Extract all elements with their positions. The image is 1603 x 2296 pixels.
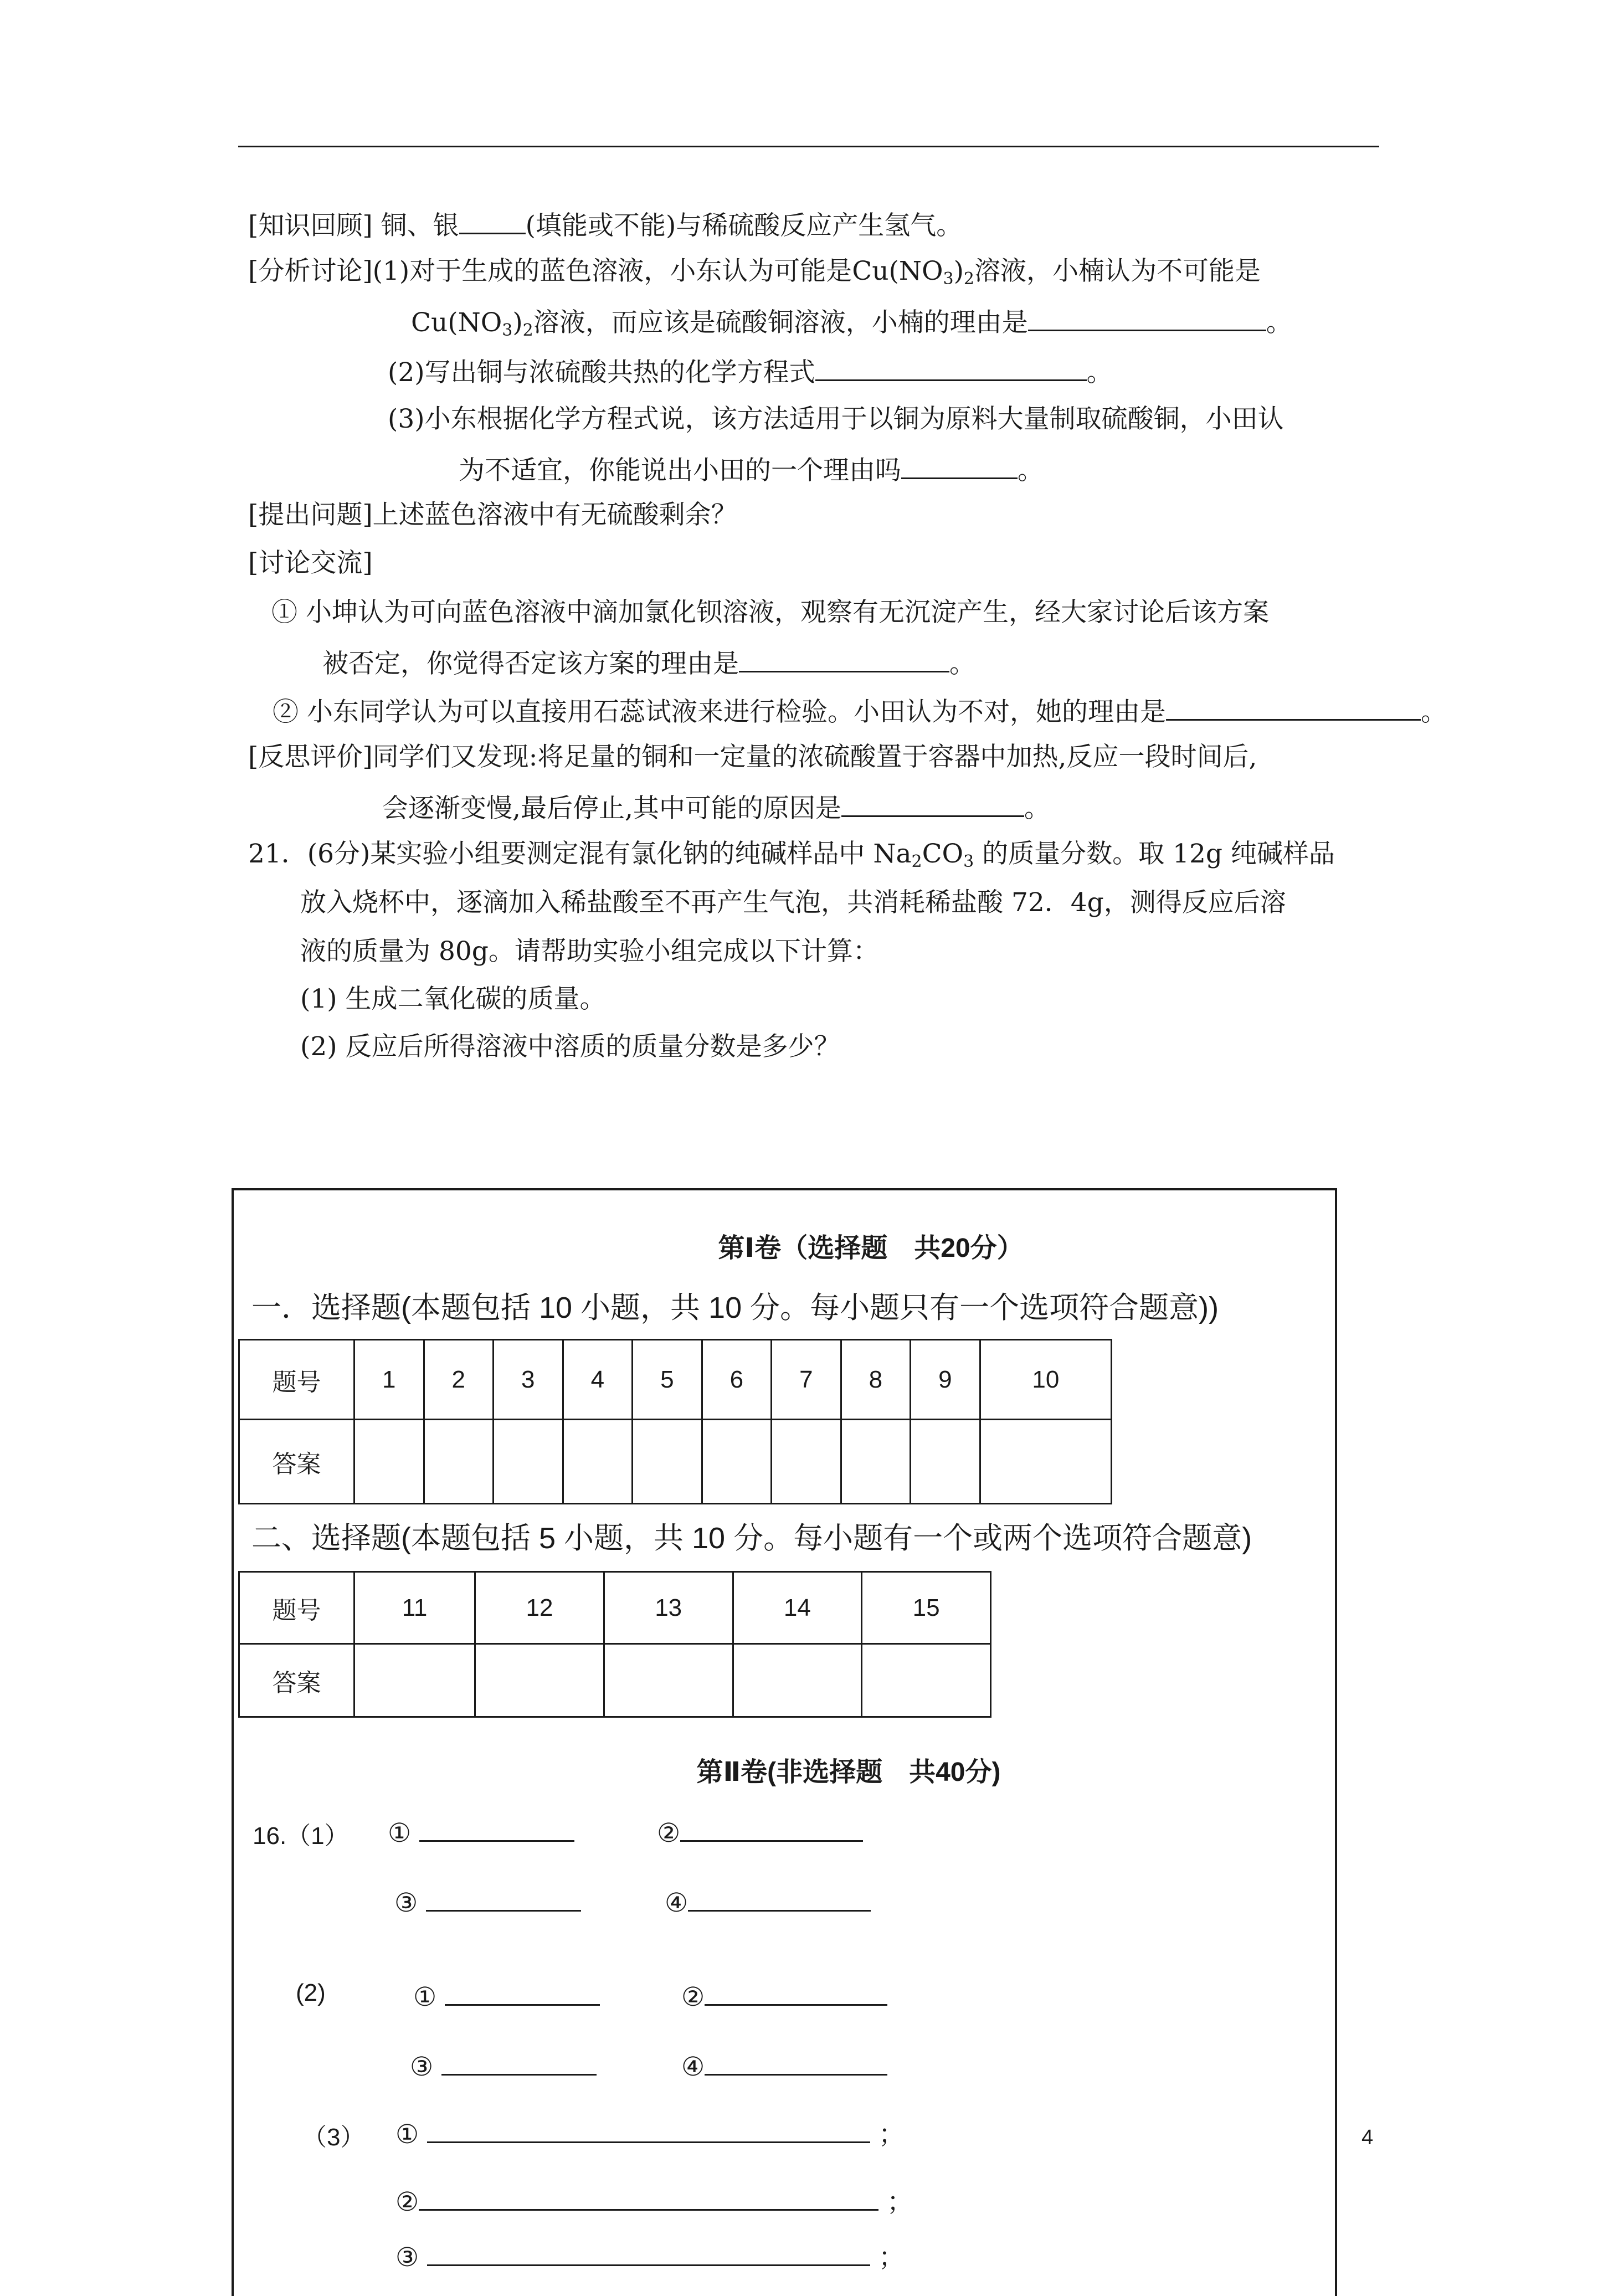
answer-blank[interactable] [688, 1883, 871, 1912]
question-number: 7 [772, 1340, 841, 1420]
row-label: 答案 [239, 1644, 354, 1717]
question-number: 10 [980, 1340, 1111, 1420]
raise-question-line: [提出问题]上述蓝色溶液中有无硫酸剩余？ [248, 500, 737, 530]
answer-cell[interactable] [733, 1644, 862, 1717]
table-2-answer-row [239, 1644, 991, 1717]
reflection-line-1: [反思评价]同学们又发现:将足量的铜和一定量的浓硫酸置于容器中加热,反应一段时间后, [248, 742, 1257, 772]
question-number: 5 [633, 1340, 702, 1420]
answer-blank[interactable] [705, 1977, 887, 2006]
answer-cell[interactable] [772, 1420, 841, 1504]
answer-cell[interactable] [911, 1420, 980, 1504]
answer-cell[interactable] [563, 1420, 633, 1504]
question-number: 8 [841, 1340, 911, 1420]
analysis-line-5: 为不适宜，你能说出小田的一个理由吗 。 [459, 451, 1044, 487]
q16-3-blank-3: ③ ； [395, 2238, 905, 2274]
q16-2-label: (2) [296, 1979, 326, 2006]
section-1-heading: 一．选择题(本题包括 10 小题，共 10 分。每小题只有一个选项符合题意)) [251, 1291, 1219, 1324]
answer-blank[interactable] [419, 1814, 574, 1842]
table-1-answer-row [239, 1420, 1112, 1504]
analysis-line-4: (3)小东根据化学方程式说，该方法适用于以铜为原料大量制取硫酸铜，小田认 [388, 404, 1284, 434]
page-number: 4 [1361, 2126, 1374, 2149]
section-2-heading: 二、选择题(本题包括 5 小题，共 10 分。每小题有一个或两个选项符合题意) [251, 1522, 1252, 1555]
question-number: 13 [604, 1572, 733, 1644]
row-label: 题号 [239, 1572, 354, 1644]
q16-2-blank-4: ④ [681, 2047, 887, 2084]
answer-blank[interactable] [441, 2047, 597, 2076]
question-number: 6 [702, 1340, 772, 1420]
answer-cell[interactable] [633, 1420, 702, 1504]
answer-cell[interactable] [980, 1420, 1111, 1504]
answer-blank [739, 644, 949, 672]
question-21-part-2: (2) 反应后所得溶液中溶质的质量分数是多少？ [300, 1031, 840, 1062]
question-21-line-2: 放入烧杯中，逐滴加入稀盐酸至不再产生气泡，共消耗稀盐酸 72．4g，测得反应后溶 [300, 887, 1286, 918]
row-label: 题号 [239, 1340, 354, 1420]
answer-blank [841, 789, 1024, 817]
question-number: 1 [354, 1340, 424, 1420]
q16-1-blank-3: ③ [394, 1883, 581, 1920]
question-number: 14 [733, 1572, 862, 1644]
question-21-part-1: (1) 生成二氧化碳的质量。 [300, 984, 606, 1014]
answer-blank [459, 206, 526, 234]
part-2-title: 第Ⅱ卷(非选择题 共40分) [696, 1758, 1001, 1787]
answer-blank [901, 451, 1018, 479]
answer-blank[interactable] [419, 2182, 878, 2211]
answer-blank[interactable] [426, 1883, 581, 1912]
answer-cell[interactable] [354, 1420, 424, 1504]
table-2-number-row [239, 1572, 991, 1644]
knowledge-review-line: [知识回顾] 铜、银 (填能或不能)与稀硫酸反应产生氢气。 [248, 206, 962, 243]
answer-blank[interactable] [680, 1814, 863, 1842]
answer-blank [1028, 303, 1266, 331]
answer-blank[interactable] [427, 2238, 870, 2266]
answer-blank[interactable] [705, 2047, 887, 2076]
answer-table-2 [238, 1571, 991, 1718]
q16-1-blank-2: ② [657, 1814, 863, 1850]
q16-3-blank-2: ② ； [395, 2182, 913, 2219]
q16-2-blank-1: ① [413, 1977, 600, 2014]
q16-3-blank-1: ① ； [395, 2115, 905, 2151]
q16-1-blank-4: ④ [665, 1883, 871, 1920]
discussion-heading: [讨论交流] [248, 548, 373, 578]
header-rule [238, 146, 1379, 147]
analysis-line-3: (2)写出铜与浓硫酸共热的化学方程式 。 [388, 353, 1113, 389]
q16-1-blank-1: ① [388, 1814, 574, 1850]
question-number: 15 [862, 1572, 991, 1644]
answer-cell[interactable] [475, 1644, 604, 1717]
answer-cell[interactable] [424, 1420, 494, 1504]
answer-cell[interactable] [604, 1644, 733, 1717]
answer-cell[interactable] [862, 1644, 991, 1717]
discussion-line-2: 被否定，你觉得否定该方案的理由是 。 [322, 644, 975, 681]
q16-2-blank-3: ③ [410, 2047, 597, 2084]
answer-cell[interactable] [841, 1420, 911, 1504]
answer-cell[interactable] [354, 1644, 475, 1717]
table-1-number-row [239, 1340, 1112, 1420]
answer-blank[interactable] [445, 1977, 600, 2006]
discussion-line-3: ② 小东同学认为可以直接用石蕊试液来进行检验。小田认为不对，她的理由是 。 [273, 692, 1447, 729]
question-number: 3 [494, 1340, 563, 1420]
analysis-line-1: [分析讨论](1)对于生成的蓝色溶液，小东认为可能是$Cu(NO_3)_2$溶液，小楠认为不可能是 [248, 256, 1261, 289]
question-21-line-3: 液的质量为 80g。请帮助实验小组完成以下计算： [300, 936, 879, 967]
answer-cell[interactable] [702, 1420, 772, 1504]
q16-label: 16.（1） [253, 1822, 349, 1850]
discussion-line-1: ① 小坤认为可向蓝色溶液中滴加氯化钡溶液，观察有无沉淀产生，经大家讨论后该方案 [271, 597, 1269, 628]
q16-3-label: （3） [302, 2124, 365, 2151]
question-number: 9 [911, 1340, 980, 1420]
question-21-line-1: 21．(6分)某实验小组要测定混有氯化钠的纯碱样品中 $Na_2CO_3$ 的质量分数。取 12g 纯碱样品 [248, 839, 1335, 871]
part-1-title: 第Ⅰ卷（选择题 共20分） [718, 1234, 1024, 1263]
answer-blank [815, 353, 1087, 381]
question-number: 12 [475, 1572, 604, 1644]
row-label: 答案 [239, 1420, 354, 1504]
answer-blank[interactable] [427, 2115, 870, 2143]
question-number: 11 [354, 1572, 475, 1644]
answer-blank [1166, 692, 1421, 721]
question-number: 4 [563, 1340, 633, 1420]
reflection-line-2: 会逐渐变慢,最后停止,其中可能的原因是 。 [382, 789, 1050, 825]
analysis-line-2: $Cu(NO_3)_2$溶液，而应该是硫酸铜溶液，小楠的理由是 。 [411, 303, 1292, 340]
question-number: 2 [424, 1340, 494, 1420]
answer-table-1 [238, 1339, 1112, 1504]
answer-cell[interactable] [494, 1420, 563, 1504]
q16-2-blank-2: ② [681, 1977, 887, 2014]
